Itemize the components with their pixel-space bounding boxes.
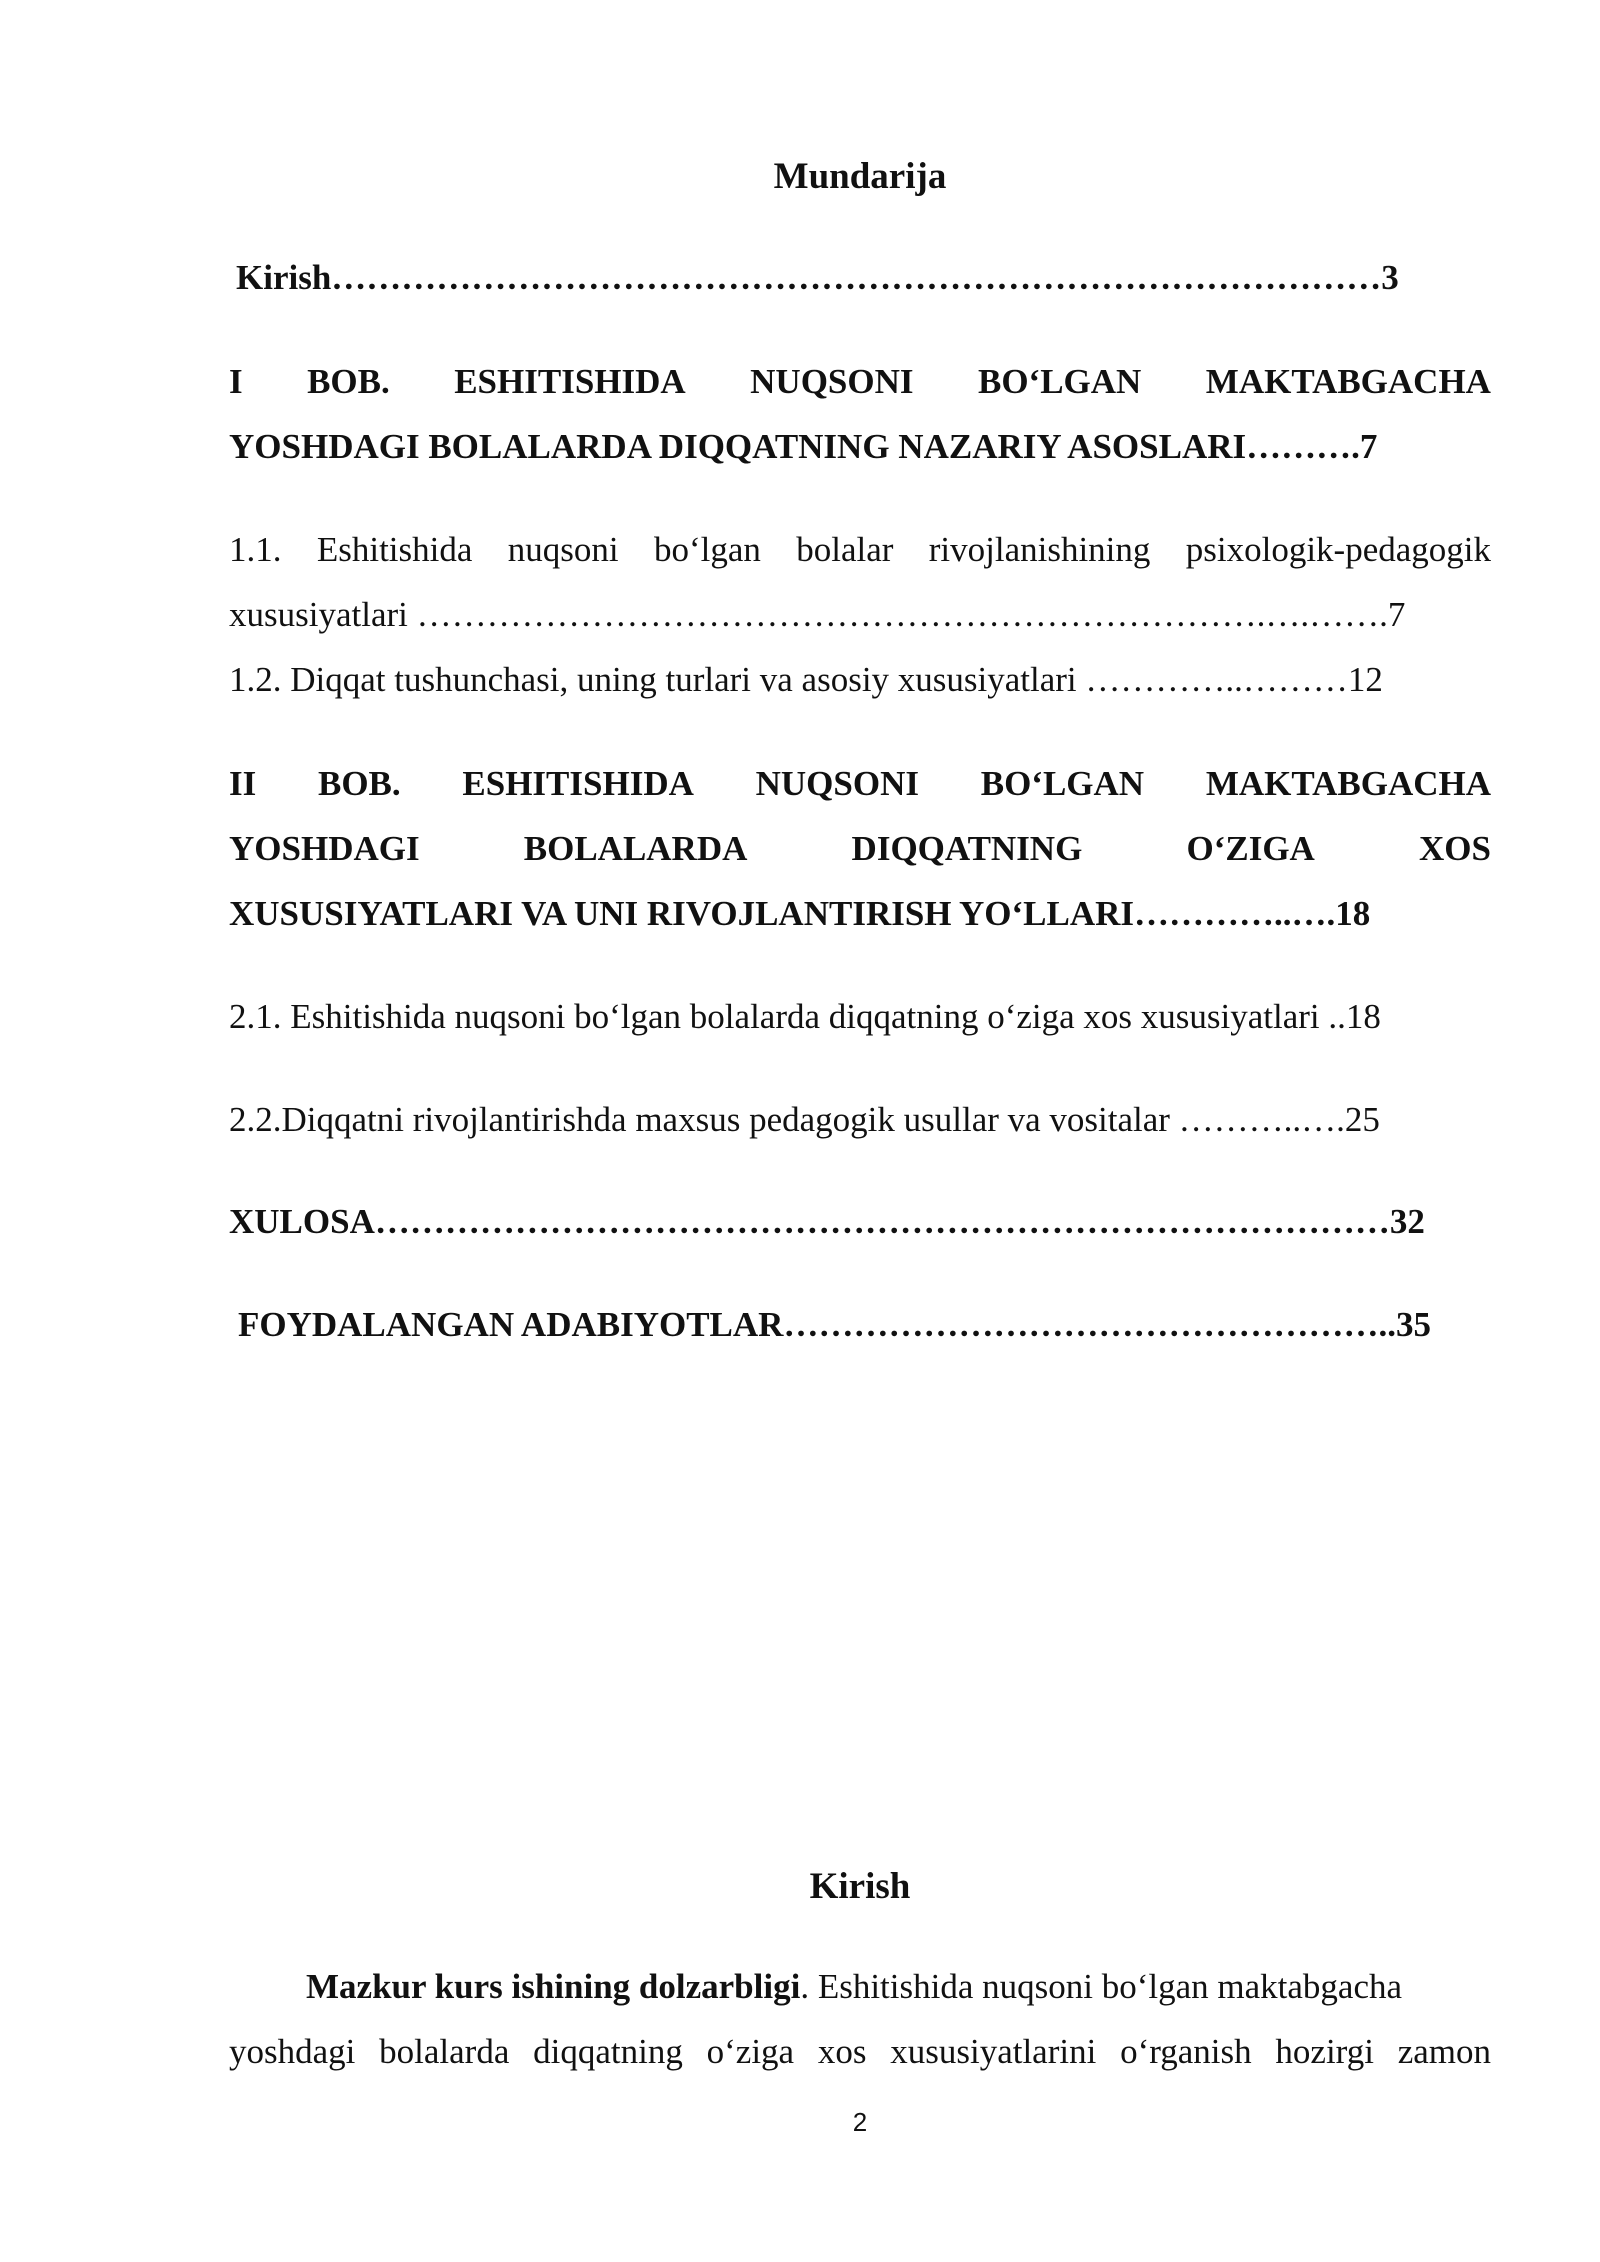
toc-section-1-2: 1.2. Diqqat tushunchasi, uning turlari va asosiy xususiyatlari …………..………12 <box>229 660 1383 699</box>
toc-chapter2-line3: XUSUSIYATLARI VA UNI RIVOJLANTIRISH YO‘LLARI…………..….18 <box>229 894 1371 933</box>
toc-section-1-1-line1 <box>229 532 1491 567</box>
word: o‘ziga <box>706 2032 795 2071</box>
word: BO‘LGAN <box>980 764 1145 803</box>
word: psixologik-pedagogik <box>1185 530 1491 569</box>
word: xos <box>817 2032 867 2071</box>
word: BOB. <box>317 764 401 803</box>
word: o‘rganish <box>1120 2032 1252 2071</box>
page-number: 2 <box>852 2107 868 2137</box>
word: yoshdagi <box>229 2032 356 2071</box>
word: NUQSONI <box>750 362 914 401</box>
word: MAKTABGACHA <box>1205 362 1491 401</box>
toc-entry-xulosa: XULOSA……………………………………………………………………………32 <box>229 1202 1425 1241</box>
word: bolalarda <box>379 2032 510 2071</box>
word: II <box>229 764 257 803</box>
word: zamon <box>1397 2032 1491 2071</box>
word: hozirgi <box>1275 2032 1374 2071</box>
word: NUQSONI <box>755 764 919 803</box>
word: O‘ZIGA <box>1186 829 1315 868</box>
word: bo‘lgan <box>653 530 761 569</box>
word: xususiyatlarini <box>890 2032 1097 2071</box>
word: BOLALARDA <box>523 829 748 868</box>
intro-bold-lead: Mazkur kurs ishining dolzarbligi <box>306 1967 801 2006</box>
word: BO‘LGAN <box>977 362 1142 401</box>
word: Eshitishida <box>316 530 473 569</box>
toc-chapter1-line1 <box>229 364 1491 399</box>
toc-chapter1-line2: YOSHDAGI BOLALARDA DIQQATNING NAZARIY ASOSLARI……….7 <box>229 427 1378 466</box>
word: MAKTABGACHA <box>1205 764 1491 803</box>
intro-paragraph-line2 <box>229 2034 1491 2069</box>
toc-entry-adabiyotlar: FOYDALANGAN ADABIYOTLAR……………………………………………..35 <box>238 1305 1431 1344</box>
intro-heading: Kirish <box>809 1866 911 1907</box>
word: bolalar <box>796 530 894 569</box>
word: I <box>229 362 243 401</box>
intro-paragraph-line1 <box>306 1969 1402 2004</box>
toc-section-2-2: 2.2.Diqqatni rivojlantirishda maxsus pedagogik usullar va vositalar ………..….25 <box>229 1100 1380 1139</box>
word: DIQQATNING <box>851 829 1083 868</box>
word: rivojlanishining <box>928 530 1151 569</box>
word: YOSHDAGI <box>229 829 420 868</box>
toc-section-1-1-line2: xususiyatlari ……………………………………………………………….….…….7 <box>229 595 1406 634</box>
word: BOB. <box>307 362 390 401</box>
toc-title: Mundarija <box>773 156 947 197</box>
word: 1.1. <box>229 530 282 569</box>
word: ESHITISHIDA <box>462 764 694 803</box>
word: ESHITISHIDA <box>454 362 686 401</box>
toc-section-2-1: 2.1. Eshitishida nuqsoni bo‘lgan bolalarda diqqatning o‘ziga xos xususiyatlari ..18 <box>229 997 1381 1036</box>
toc-chapter2-line2 <box>229 831 1491 866</box>
intro-text: . Eshitishida nuqsoni bo‘lgan maktabgacha <box>800 1967 1403 2006</box>
toc-chapter2-line1 <box>229 766 1491 801</box>
word: XOS <box>1418 829 1491 868</box>
toc-entry-kirish: Kirish………………………………………………………………………………3 <box>236 258 1399 297</box>
word: diqqatning <box>533 2032 683 2071</box>
word: nuqsoni <box>507 530 619 569</box>
